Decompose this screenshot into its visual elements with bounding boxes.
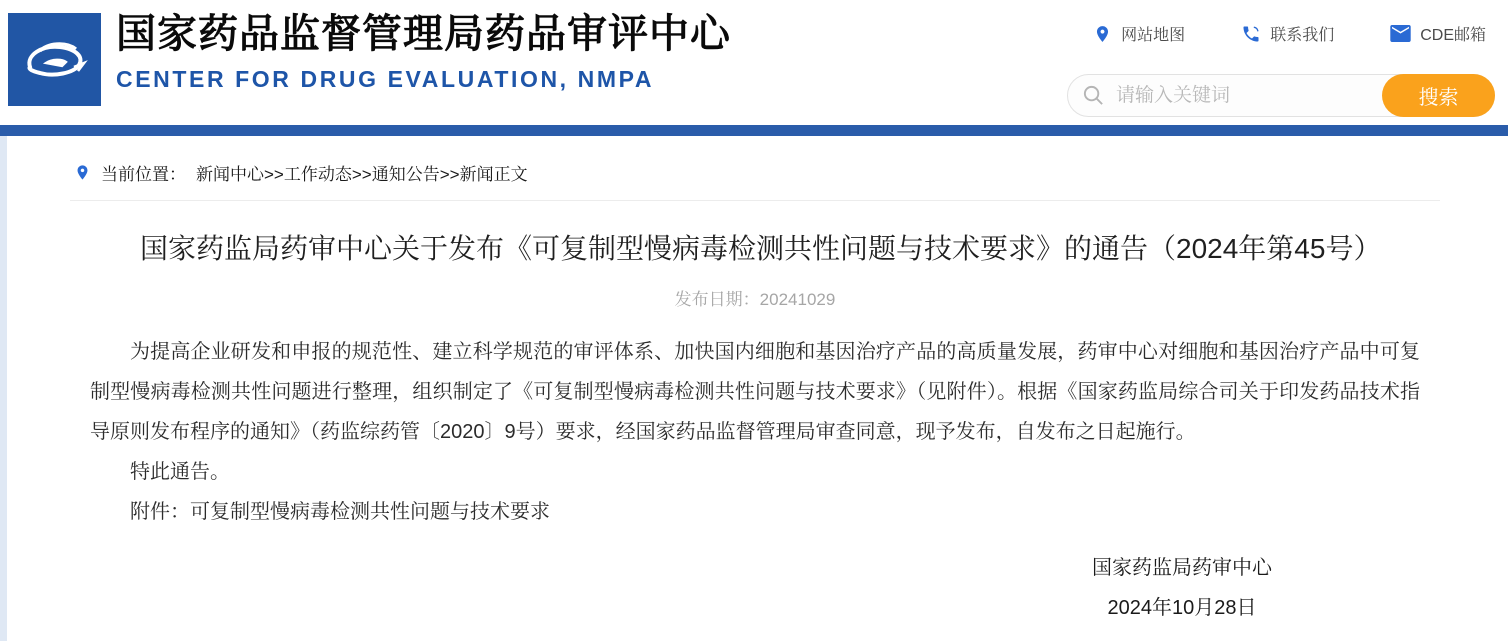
search-bar [1067,74,1495,117]
breadcrumb-divider [70,200,1440,201]
article-paragraph: 特此通告。 [130,461,230,483]
breadcrumb-prefix: 当前位置： [101,165,186,184]
site-subtitle: CENTER FOR DRUG EVALUATION, NMPA [116,66,655,92]
publish-date-label: 发布日期： [674,290,760,309]
signature-block [1042,548,1322,628]
link-contact-us[interactable] [1241,22,1334,45]
breadcrumb [74,160,1508,185]
site-header [0,0,1508,125]
signature-date: 2024年10月28日 [1107,597,1257,619]
link-cde-mail-label: CDE邮箱 [1420,27,1486,44]
link-site-map[interactable] [1093,22,1185,45]
publish-date [90,285,1420,310]
site-title: 国家药品监督管理局药品审评中心 [116,12,731,56]
cde-logo-icon [16,21,94,99]
article-body [90,332,1420,532]
header-divider-bar [0,125,1508,136]
article-paragraph: 为提高企业研发和申报的规范性、建立科学规范的审评体系、加快国内细胞和基因治疗产品的高质量发展，药审中心对细胞和基因治疗产品中可复制型慢病毒检测共性问题进行整理，组织制定了《可复制型慢病毒检测共性问题与技术要求》（见附件）。根据《国家药监局综合司关于印发药品技术指导原则发布程序的通知》（药监综药管〔2020〕9号）要求，经国家药品监督管理局审查同意，现予发布，自发布之日起施行。 [90,341,1420,443]
article-attachment-line[interactable]: 附件：可复制型慢病毒检测共性问题与技术要求 [130,501,550,523]
breadcrumb-path[interactable]: 新闻中心>>工作动态>>通知公告>>新闻正文 [196,165,528,184]
link-cde-mail[interactable] [1390,22,1486,45]
location-pin-icon [1093,23,1112,45]
link-site-map-label: 网站地图 [1121,27,1186,44]
page-edge-strip [0,136,7,641]
link-contact-us-label: 联系我们 [1270,27,1335,44]
brand-block [116,8,731,93]
envelope-icon [1390,25,1411,42]
cde-logo[interactable] [8,13,101,106]
article [0,227,1508,628]
search-button[interactable]: 搜索 [1382,74,1495,117]
signature-org: 国家药监局药审中心 [1092,557,1272,579]
publish-date-value: 20241029 [759,290,836,309]
utility-links [1093,22,1486,45]
location-pin-icon [74,162,91,183]
phone-icon [1241,24,1261,44]
search-icon [1082,84,1105,107]
article-title: 国家药监局药审中心关于发布《可复制型慢病毒检测共性问题与技术要求》的通告（2024年第45号） [140,233,1382,264]
